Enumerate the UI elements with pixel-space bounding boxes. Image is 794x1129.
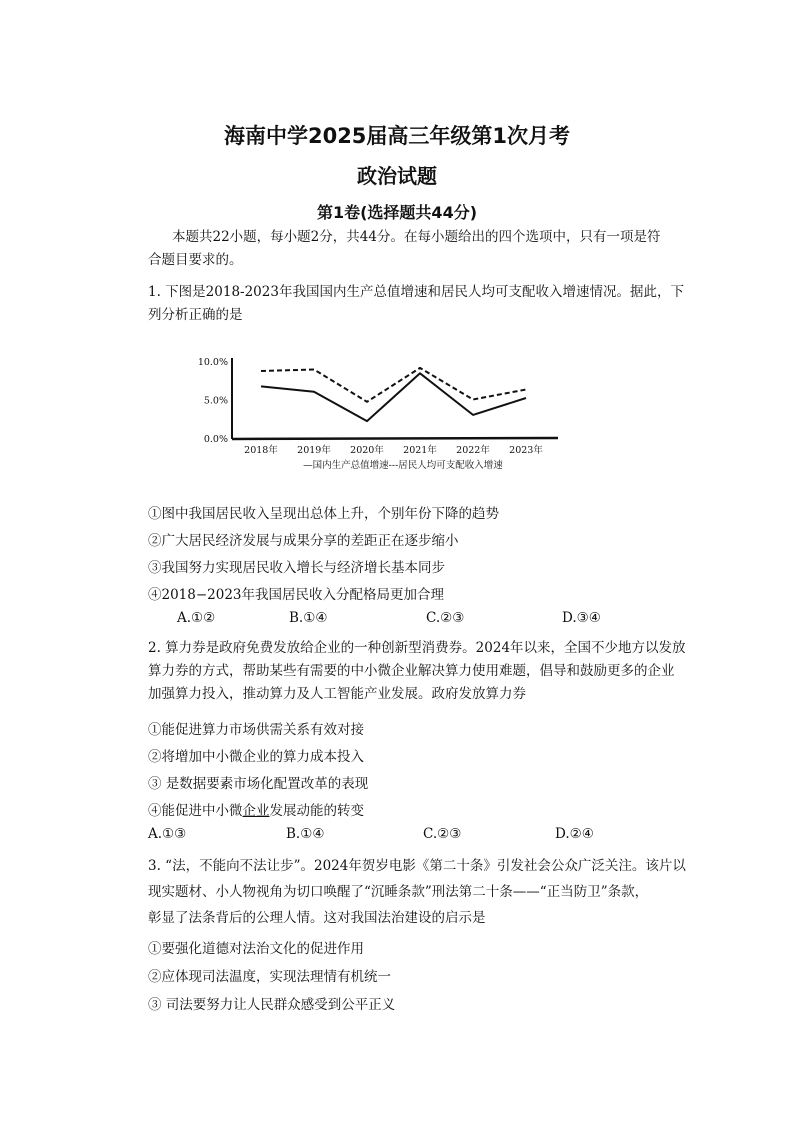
q2-statement-4-pre: ④能促进中小微 [148, 803, 243, 819]
y-tick-label: 10.0% [197, 357, 228, 368]
q1-statement-2: ②广大居民经济发展与成果分享的差距正在逐步缩小 [148, 533, 459, 549]
y-tick-label: 0.0% [203, 434, 228, 445]
q3-statement-2: ②应体现司法温度，实现法理情有机统一 [148, 969, 391, 985]
q2-statement-2: ②将增加中小微企业的算力成本投入 [148, 749, 364, 765]
q2-stem-line-3: 加强算力投入，推动算力及人工智能产业发展。政府发放算力券 [148, 686, 526, 702]
q2-statement-1: ①能促进算力市场供需关系有效对接 [148, 722, 364, 738]
x-tick-label: 2023年 [509, 445, 543, 456]
q2-statement-4-underlined: 企业 [242, 803, 270, 819]
q2-statement-4-post: 发展动能的转变 [269, 803, 364, 819]
q1-statement-4: ④2018−2023年我国居民收入分配格局更加合理 [148, 587, 445, 603]
section-title: 第1卷(选择题共44分) [316, 203, 478, 222]
q3-stem-line-3: 彰显了法条背后的公理人情。这对我国法治建设的启示是 [148, 910, 486, 926]
instructions-line-1: 本题共22小题，每小题2分，共44分。在每小题给出的四个选项中，只有一项是符 [172, 229, 661, 245]
q1-choice-a[interactable]: A.①② [177, 610, 216, 626]
x-axis-line [232, 438, 558, 439]
q1-choice-c[interactable]: C.②③ [426, 610, 465, 626]
q2-choice-d[interactable]: D.②④ [555, 826, 594, 842]
growth-line-chart [190, 345, 570, 480]
q1-statement-1: ①图中我国居民收入呈现出总体上升，个别年份下降的趋势 [148, 506, 499, 522]
chart-legend: —国内生产总值增速---居民人均可支配收入增速 [303, 460, 503, 471]
q3-stem-line-2: 现实题材、小人物视角为切口唤醒了“沉睡条款”刑法第二十条——“正当防卫”条款， [148, 884, 649, 900]
q2-statement-3: ③ 是数据要素市场化配置改革的表现 [148, 776, 369, 792]
q1-statement-3: ③我国努力实现居民收入增长与经济增长基本同步 [148, 560, 445, 576]
x-tick-label: 2021年 [403, 445, 437, 456]
q1-stem-line-1: 1. 下图是2018-2023年我国国内生产总值增速和居民人均可支配收入增速情况。据此，下 [148, 284, 684, 300]
x-tick-label: 2022年 [456, 445, 490, 456]
q2-stem-line-1: 2. 算力券是政府免费发放给企业的一种创新型消费券。2024年以来，全国不少地方以发放 [148, 640, 686, 656]
q2-statement-4 [148, 799, 364, 819]
q1-choice-b[interactable]: B.①④ [289, 610, 328, 626]
exam-title: 海南中学2025届高三年级第1次月考 [223, 124, 571, 148]
q2-choice-a[interactable]: A.①③ [148, 826, 187, 842]
q2-choice-b[interactable]: B.①④ [286, 826, 325, 842]
instructions-line-2: 合题目要求的。 [148, 252, 243, 268]
exam-subject: 政治试题 [357, 164, 437, 188]
gdp-growth-line [261, 373, 526, 421]
q3-statement-1: ①要强化道德对法治文化的促进作用 [148, 941, 364, 957]
y-tick-label: 5.0% [203, 395, 228, 407]
q3-statement-3: ③ 司法要努力让人民群众感受到公平正义 [148, 997, 396, 1013]
q2-choice-c[interactable]: C.②③ [423, 826, 462, 842]
x-tick-label: 2020年 [350, 445, 384, 456]
q1-stem-line-2: 列分析正确的是 [148, 307, 243, 323]
q1-choice-d[interactable]: D.③④ [562, 610, 601, 626]
x-tick-label: 2018年 [244, 445, 278, 456]
x-tick-label: 2019年 [297, 445, 331, 456]
q2-stem-line-2: 算力券的方式，帮助某些有需要的中小微企业解决算力使用难题，倡导和鼓励更多的企业 [148, 663, 675, 679]
q3-stem-line-1: 3. “法，不能向不法让步”。2024年贺岁电影《第二十条》引发社会公众广泛关注。该片以 [148, 858, 686, 874]
